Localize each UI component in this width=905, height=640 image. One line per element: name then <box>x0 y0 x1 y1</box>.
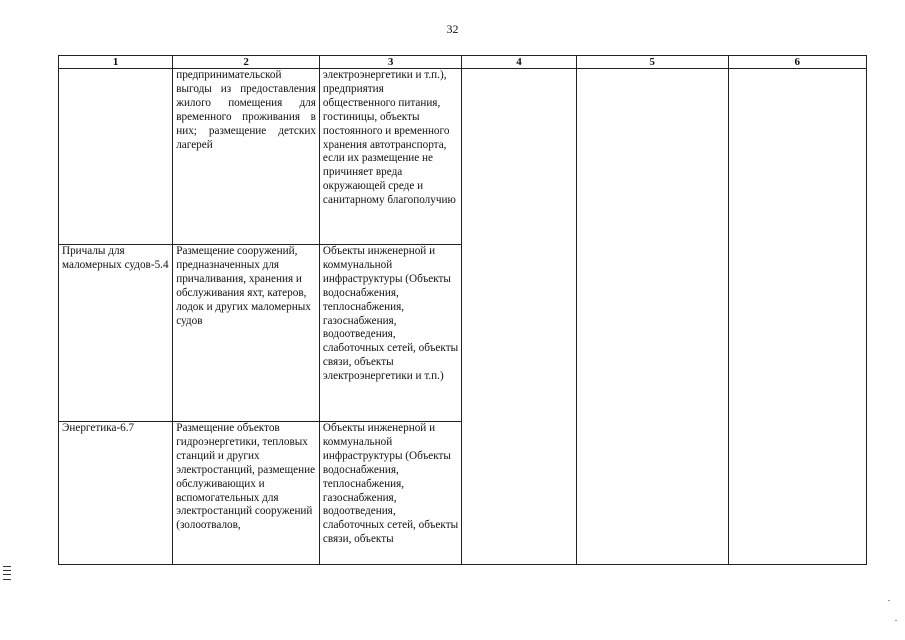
cell-column-4 <box>462 69 576 565</box>
cell-use-type <box>59 69 173 245</box>
column-header-1: 1 <box>59 56 173 69</box>
column-header-4: 4 <box>462 56 576 69</box>
table-header-row <box>59 56 867 69</box>
cell-use-description: Размещение объектов гидроэнергетики, тепловых станций и других электростанций, размещение обслуживающих и вспомогательных для электростанций сооружений (золоотвалов, <box>173 422 320 565</box>
scan-margin-mark <box>3 566 11 580</box>
table-row <box>59 69 867 245</box>
cell-permitted-objects: электроэнергетики и т.п.), предприятия общественного питания, гостиницы, объекты постоянного и временного хранения автотранспорта, если их размещение не причиняет вреда окружающей среде и санитарному благополучию <box>319 69 462 245</box>
page-number: 32 <box>446 22 459 36</box>
column-header-3: 3 <box>319 56 462 69</box>
scan-speck <box>895 620 897 621</box>
cell-use-type: Причалы для маломерных судов-5.4 <box>59 245 173 422</box>
cell-permitted-objects: Объекты инженерной и коммунальной инфраструктуры (Объекты водоснабжения, теплоснабжения, газоснабжения, водоотведения, слаботочных сетей, объекты связи, объекты <box>319 422 462 565</box>
cell-use-description: Размещение сооружений, предназначенных для причаливания, хранения и обслуживания яхт, катеров, лодок и других маломерных судов <box>173 245 320 422</box>
regulations-table <box>58 55 867 565</box>
cell-permitted-objects: Объекты инженерной и коммунальной инфраструктуры (Объекты водоснабжения, теплоснабжения, газоснабжения, водоотведения, слаботочных сетей, объекты связи, объекты электроэнергетики и т.п.) <box>319 245 462 422</box>
cell-use-description: предпринимательской выгоды из предоставления жилого помещения для временного проживания в них; размещение детских лагерей <box>173 69 320 245</box>
column-header-6: 6 <box>728 56 866 69</box>
column-header-2: 2 <box>173 56 320 69</box>
scan-speck <box>888 600 890 601</box>
cell-column-5 <box>576 69 728 565</box>
cell-use-type: Энергетика-6.7 <box>59 422 173 565</box>
cell-column-6 <box>728 69 866 565</box>
column-header-5: 5 <box>576 56 728 69</box>
